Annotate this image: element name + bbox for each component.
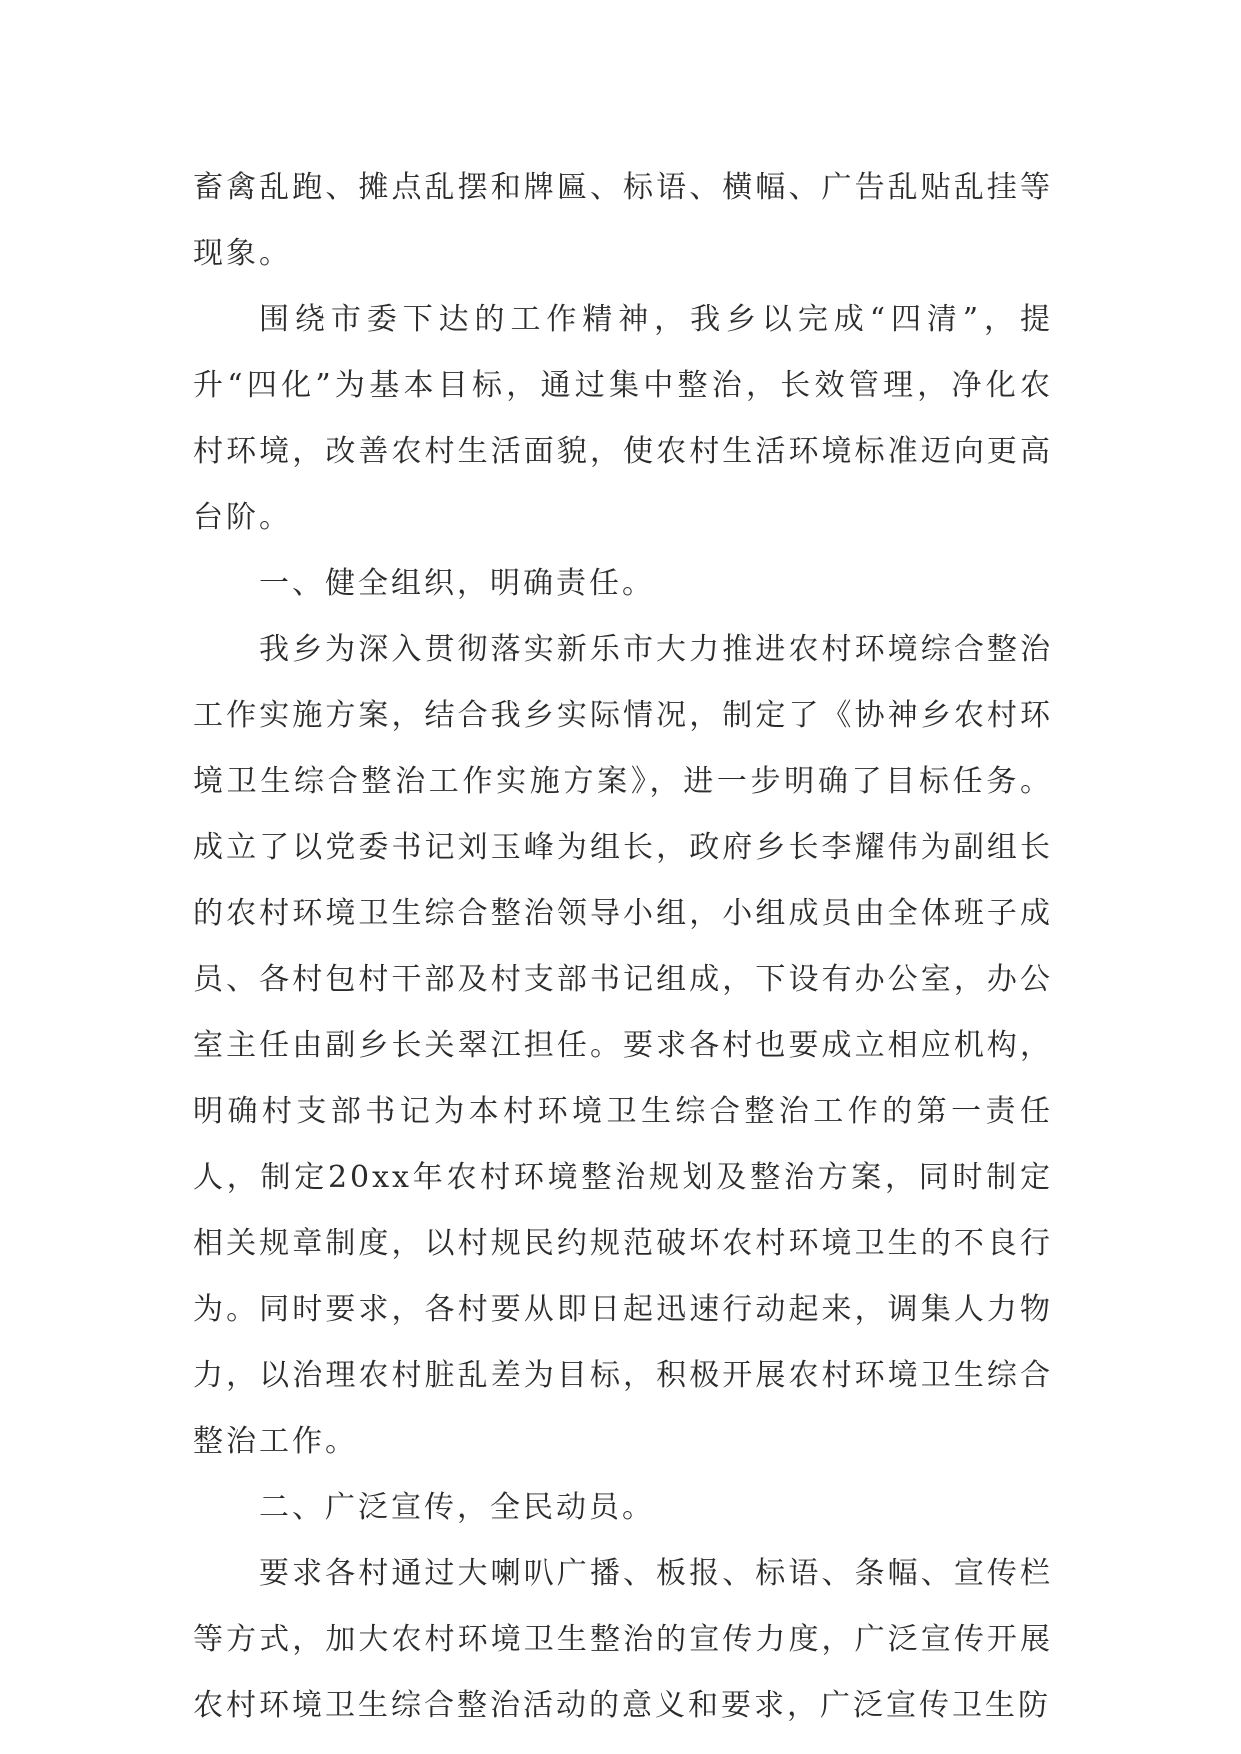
paragraph-3: 我乡为深入贯彻落实新乐市大力推进农村环境综合整治工作实施方案，结合我乡实际情况，制定了《协神乡农村环境卫生综合整治工作实施方案》，进一步明确了目标任务。成立了以党委书记刘玉峰为组长，政府乡长李耀伟为副组长的农村环境卫生综合整治领导小组，小组成员由全体班子成员、各村包村干部及村支部书记组成，下设有办公室，办公室主任由副乡长关翠江担任。要求各村也要成立相应机构，明确村支部书记为本村环境卫生综合整治工作的第一责任人，制定20xx年农村环境整治规划及整治方案，同时制定相关规章制度，以村规民约规范破坏农村环境卫生的不良行为。同时要求，各村要从即日起迅速行动起来，调集人力物力，以治理农村脏乱差为目标，积极开展农村环境卫生综合整治工作。 [193,632,1053,1459]
section-heading-1: 一、健全组织，明确责任。 [259,566,655,601]
paragraph-4: 要求各村通过大喇叭广播、板报、标语、条幅、宣传栏等方式，加大农村环境卫生整治的宣传力度，广泛宣传开展农村环境卫生综合整治活动的意义和要求，广泛宣传卫生防 [193,1556,1053,1723]
paragraph-1: 畜禽乱跑、摊点乱摆和牌匾、标语、横幅、广告乱贴乱挂等现象。 [193,170,1053,271]
document-body [193,155,1053,1739]
section-heading-2: 二、广泛宣传，全民动员。 [259,1490,655,1525]
paragraph-2: 围绕市委下达的工作精神，我乡以完成“四清”，提升“四化”为基本目标，通过集中整治，长效管理，净化农村环境，改善农村生活面貌，使农村生活环境标准迈向更高台阶。 [193,302,1053,535]
